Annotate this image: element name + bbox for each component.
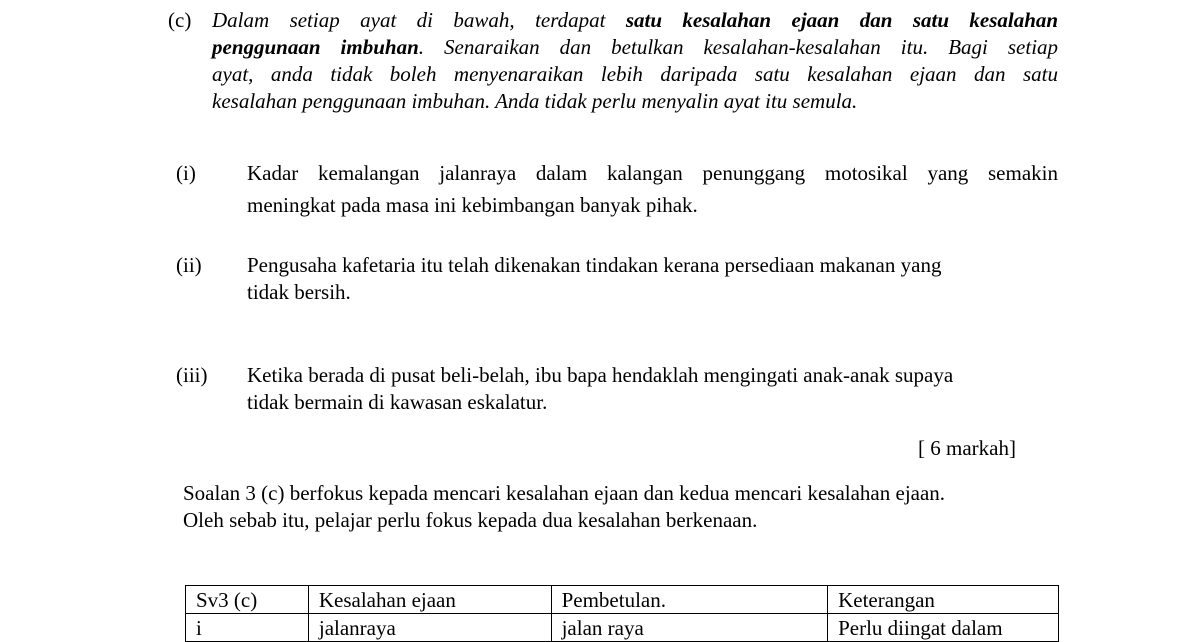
table-header-cell: Keterangan (828, 586, 1059, 614)
question-label: (c) (168, 8, 192, 32)
answer-table (185, 585, 1059, 642)
note-line-2: Oleh sebab itu, pelajar perlu fokus kepada dua kesalahan berkenaan. (183, 508, 758, 532)
item-1-line-1: Kadar kemalangan jalanraya dalam kalangan penunggang motosikal yang semakin (247, 161, 1058, 185)
item-number-3: (iii) (176, 363, 208, 387)
table-header-cell: Sv3 (c) (186, 586, 309, 614)
item-3-line-1: Ketika berada di pusat beli-belah, ibu bapa hendaklah mengingati anak-anak supaya (247, 363, 954, 387)
instruction-line-1: Dalam setiap ayat di bawah, terdapat satu kesalahan ejaan dan satu kesalahan (212, 8, 1059, 32)
item-number-1: (i) (176, 161, 196, 185)
instruction-line-2: penggunaan imbuhan. Senaraikan dan betulkan kesalahan-kesalahan itu. Bagi setiap (212, 35, 1059, 59)
instruction-line-3: ayat, anda tidak boleh menyenaraikan lebih daripada satu kesalahan ejaan dan satu (212, 62, 1058, 86)
table-header-cell: Kesalahan ejaan (308, 586, 551, 614)
item-number-2: (ii) (176, 253, 202, 277)
table-cell: jalan raya (551, 614, 828, 642)
table-header-row (186, 586, 1059, 614)
item-2-line-1: Pengusaha kafetaria itu telah dikenakan tindakan kerana persediaan makanan yang (247, 253, 942, 277)
table-header-cell: Pembetulan. (551, 586, 828, 614)
table-cell: Perlu diingat dalam (828, 614, 1059, 642)
note-line-1: Soalan 3 (c) berfokus kepada mencari kesalahan ejaan dan kedua mencari kesalahan ejaan. (183, 481, 946, 505)
table-row (186, 614, 1059, 642)
table-cell: i (186, 614, 309, 642)
instruction-line-4: kesalahan penggunaan imbuhan. Anda tidak perlu menyalin ayat itu semula. (212, 89, 858, 113)
item-3-line-2: tidak bermain di kawasan eskalatur. (247, 390, 548, 414)
item-1-line-2: meningkat pada masa ini kebimbangan banyak pihak. (247, 193, 698, 217)
marks-label: [ 6 markah] (918, 436, 1016, 460)
table-cell: jalanraya (308, 614, 551, 642)
item-2-line-2: tidak bersih. (247, 280, 351, 304)
